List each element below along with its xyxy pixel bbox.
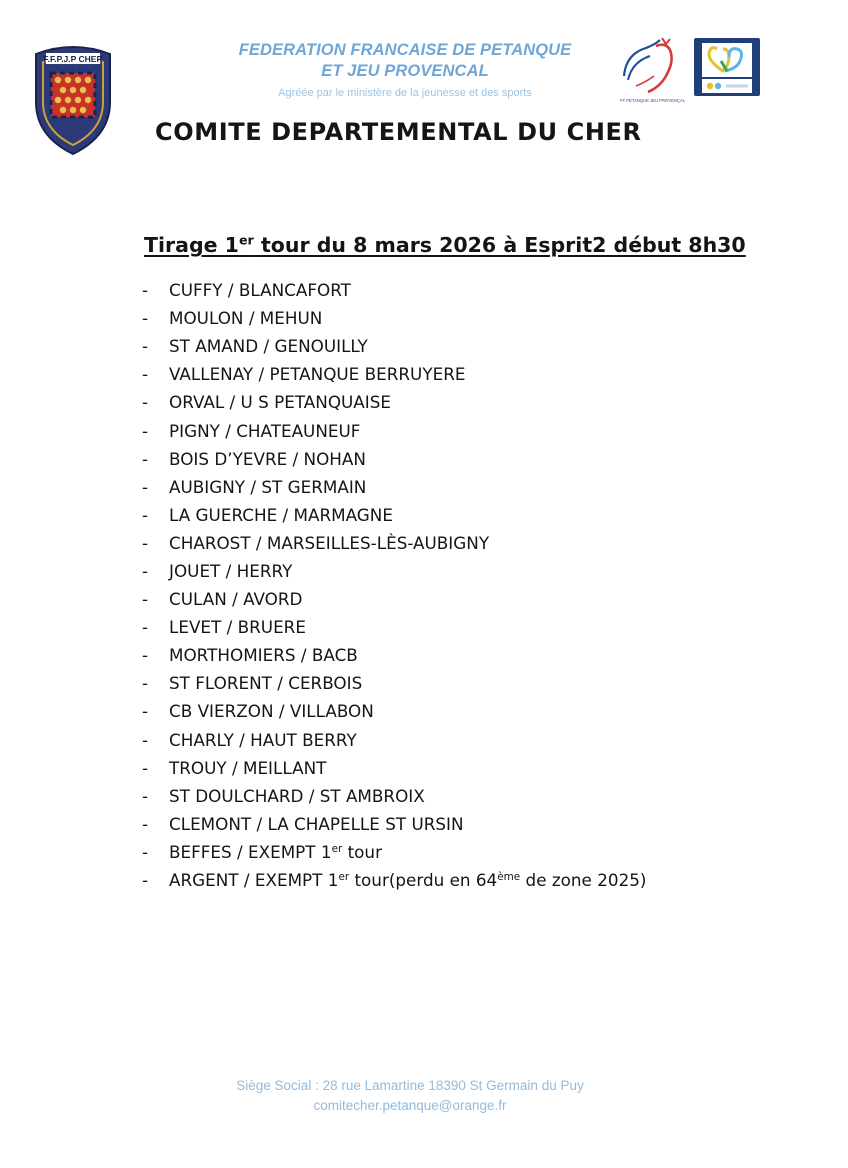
match-text: PIGNY / CHATEAUNEUF [169, 420, 361, 441]
ordinal-sup: er [331, 842, 343, 855]
list-item [142, 276, 646, 304]
match-text: JOUET / HERRY [169, 560, 293, 581]
ordinal-sup: er [338, 870, 350, 883]
ministry-sport-logo [693, 37, 761, 97]
ordinal-sup: ème [497, 870, 521, 883]
ff-petanque-rooster-logo [618, 36, 686, 106]
exempt-text-mid: tour(perdu en 64 [349, 870, 498, 891]
list-dash: - [142, 645, 149, 666]
exempt-text: ARGENT / EXEMPT 1 [169, 870, 339, 891]
ministry-approval: Agréée par le ministère de la jeunesse et des sports [278, 87, 532, 99]
match-text: CHAROST / MARSEILLES-LÈS-AUBIGNY [169, 532, 490, 553]
match-text: CULAN / AVORD [169, 589, 303, 610]
draw-heading [144, 233, 746, 257]
list-item [142, 332, 646, 360]
list-dash: - [142, 729, 149, 750]
match-text: AUBIGNY / ST GERMAIN [169, 476, 367, 497]
list-item-exempt [142, 866, 646, 894]
list-dash: - [142, 448, 149, 469]
match-text: TROUY / MEILLANT [169, 757, 327, 778]
list-item [142, 304, 646, 332]
draw-heading-ordinal: er [238, 232, 254, 248]
list-item [142, 726, 646, 754]
list-dash: - [142, 785, 149, 806]
match-text [169, 870, 646, 890]
ffpjp-cher-shield-logo [30, 40, 116, 156]
list-item [142, 473, 646, 501]
list-dash: - [142, 673, 149, 694]
list-item [142, 641, 646, 669]
list-item [142, 557, 646, 585]
match-text: LA GUERCHE / MARMAGNE [169, 504, 393, 525]
list-item [142, 782, 646, 810]
match-text: ST FLORENT / CERBOIS [169, 673, 363, 694]
list-dash: - [142, 532, 149, 553]
federation-name: FEDERATION FRANCAISE DE PETANQUE [238, 41, 572, 59]
list-item [142, 697, 646, 725]
footer [200, 1076, 620, 1116]
list-item [142, 669, 646, 697]
exempt-text: BEFFES / EXEMPT 1 [169, 841, 332, 862]
comite-title: COMITE DEPARTEMENTAL DU CHER [155, 118, 642, 146]
list-dash: - [142, 336, 149, 357]
list-dash: - [142, 476, 149, 497]
match-text: LEVET / BRUERE [169, 617, 306, 638]
match-text: MORTHOMIERS / BACB [169, 645, 358, 666]
list-item [142, 810, 646, 838]
list-item [142, 445, 646, 473]
match-text: CHARLY / HAUT BERRY [169, 729, 357, 750]
draw-heading-prefix: Tirage 1 [144, 233, 239, 257]
list-item-exempt [142, 838, 646, 866]
match-text: ST AMAND / GENOUILLY [169, 336, 368, 357]
list-dash: - [142, 589, 149, 610]
match-text: CLEMONT / LA CHAPELLE ST URSIN [169, 813, 464, 834]
ffpjp-caption: FF PÉTANQUE JEU PROVENÇAL [620, 98, 686, 103]
list-dash: - [142, 870, 149, 891]
list-dash: - [142, 813, 149, 834]
list-dash: - [142, 617, 149, 638]
list-dash: - [142, 701, 149, 722]
draw-heading-rest: tour du 8 mars 2026 à Esprit2 début 8h30 [253, 233, 746, 257]
match-text: ORVAL / U S PETANQUAISE [169, 392, 391, 413]
list-dash: - [142, 841, 149, 862]
match-text: CUFFY / BLANCAFORT [169, 280, 351, 301]
match-text: MOULON / MEHUN [169, 308, 323, 329]
list-item [142, 416, 646, 444]
match-text: VALLENAY / PETANQUE BERRUYERE [169, 364, 466, 385]
match-text [169, 842, 382, 862]
list-dash: - [142, 420, 149, 441]
list-item [142, 585, 646, 613]
list-item [142, 613, 646, 641]
exempt-text-tail: de zone 2025) [520, 870, 647, 891]
federation-header [230, 40, 580, 99]
footer-email[interactable]: comitecher.petanque@orange.fr [313, 1098, 507, 1113]
list-dash: - [142, 308, 149, 329]
match-text: BOIS D’YEVRE / NOHAN [169, 448, 366, 469]
list-dash: - [142, 560, 149, 581]
list-dash: - [142, 364, 149, 385]
footer-address: Siège Social : 28 rue Lamartine 18390 St Germain du Puy [236, 1078, 584, 1093]
list-item [142, 388, 646, 416]
list-dash: - [142, 504, 149, 525]
list-item [142, 529, 646, 557]
match-list [142, 276, 646, 894]
shield-label: F.F.P.J.P CHER [43, 54, 103, 64]
match-text: CB VIERZON / VILLABON [169, 701, 374, 722]
list-item [142, 360, 646, 388]
list-dash: - [142, 280, 149, 301]
exempt-text-tail: tour [342, 841, 382, 862]
list-item [142, 754, 646, 782]
list-dash: - [142, 757, 149, 778]
federation-name-line2: ET JEU PROVENCAL [321, 62, 489, 80]
list-dash: - [142, 392, 149, 413]
list-item [142, 501, 646, 529]
match-text: ST DOULCHARD / ST AMBROIX [169, 785, 425, 806]
